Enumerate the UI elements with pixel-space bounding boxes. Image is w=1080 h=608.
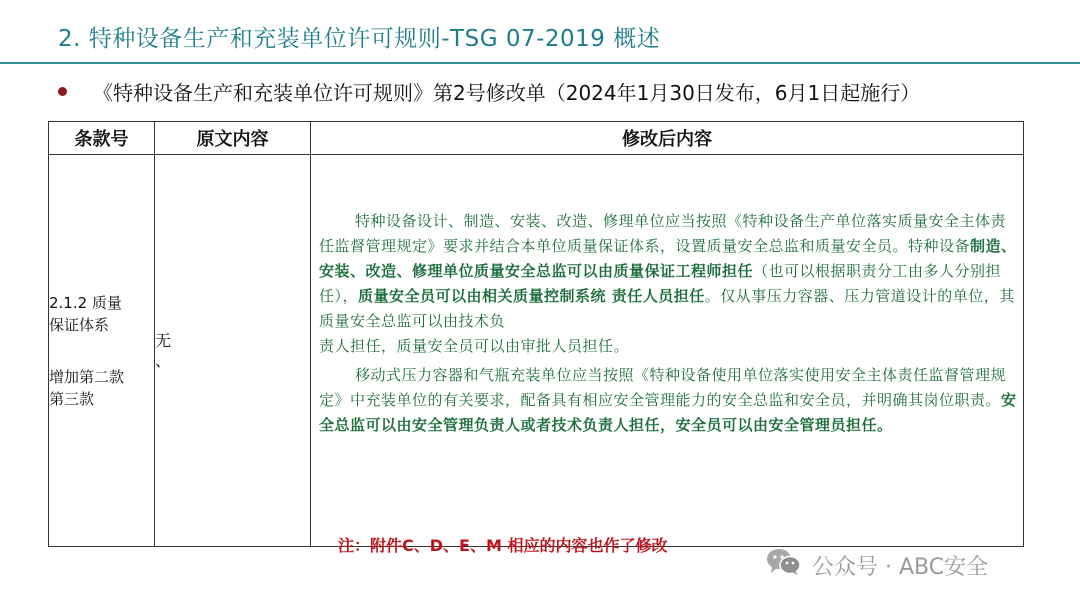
bullet-line: [58, 76, 920, 106]
revision-note: 注：附件C、D、E、M 相应的内容也作了修改: [338, 536, 668, 555]
clause-line-4: 第三款: [49, 389, 95, 408]
table-header-row: [49, 122, 1024, 155]
revised-paragraph-2: 移动式压力容器和气瓶充装单位应当按照《特种设备使用单位落实使用安全主体责任监督管理规定》中充装单位的有关要求，配备具有相应安全管理能力的安全总监和安全员，并明确其岗位职责。安全总监可以由安全管理负责人或者技术负责人担任，安全员可以由安全管理员担任。: [319, 366, 1017, 434]
emphasis-text: 质量安全员可以由相关质量控制系统 责任人员担任: [358, 287, 705, 305]
slide-title: 2. 特种设备生产和充装单位许可规则-TSG 07-2019 概述: [58, 26, 661, 52]
revised-cell: [311, 155, 1024, 547]
title-divider: [0, 62, 1080, 64]
table-row: [49, 155, 1024, 547]
original-text: 无: [155, 330, 172, 350]
clause-cell: [49, 155, 155, 547]
revised-paragraph-1-cont: 责人担任，质量安全员可以由审批人员担任。: [319, 337, 630, 355]
bullet-text: 《特种设备生产和充装单位许可规则》第2号修改单（2024年1月30日发布，6月1日起施行）: [93, 80, 921, 105]
emphasis-text: 制造、安装、改造、修理单位质量安全总监可以由质量保证工程师担任: [319, 237, 1017, 280]
header-clause-no: 条款号: [49, 122, 155, 155]
revision-table: [48, 121, 1024, 547]
watermark: [766, 550, 988, 580]
original-mark: 、: [155, 350, 172, 370]
header-revised-content: 修改后内容: [311, 122, 1024, 155]
clause-line-3: 增加第二款: [49, 367, 125, 386]
header-original-content: 原文内容: [155, 122, 311, 155]
bullet-dot-icon: [58, 87, 67, 96]
watermark-text: 公众号 · ABC安全: [812, 554, 989, 580]
emphasis-text: 安全总监可以由安全管理负责人或者技术负责人担任，安全员可以由安全管理员担任。: [319, 391, 1017, 434]
wechat-icon: [766, 548, 802, 582]
original-cell: [155, 155, 311, 547]
revised-paragraph-1: 特种设备设计、制造、安装、改造、修理单位应当按照《特种设备生产单位落实质量安全主体责任监督管理规定》要求并结合本单位质量保证体系，设置质量安全总监和质量安全员。特种设备制造、安装、改造、修理单位质量安全总监可以由质量保证工程师担任（也可以根据职责分工由多人分别担任），质量安全员可以由相关质量控制系统 责任人员担任。仅从事压力容器、压力管道设计的单位，其质量安全总监可以由技术负: [319, 212, 1017, 330]
revised-body: [319, 209, 1019, 438]
clause-line-1: 2.1.2 质量: [49, 293, 122, 312]
clause-line-2: 保证体系: [49, 315, 110, 334]
